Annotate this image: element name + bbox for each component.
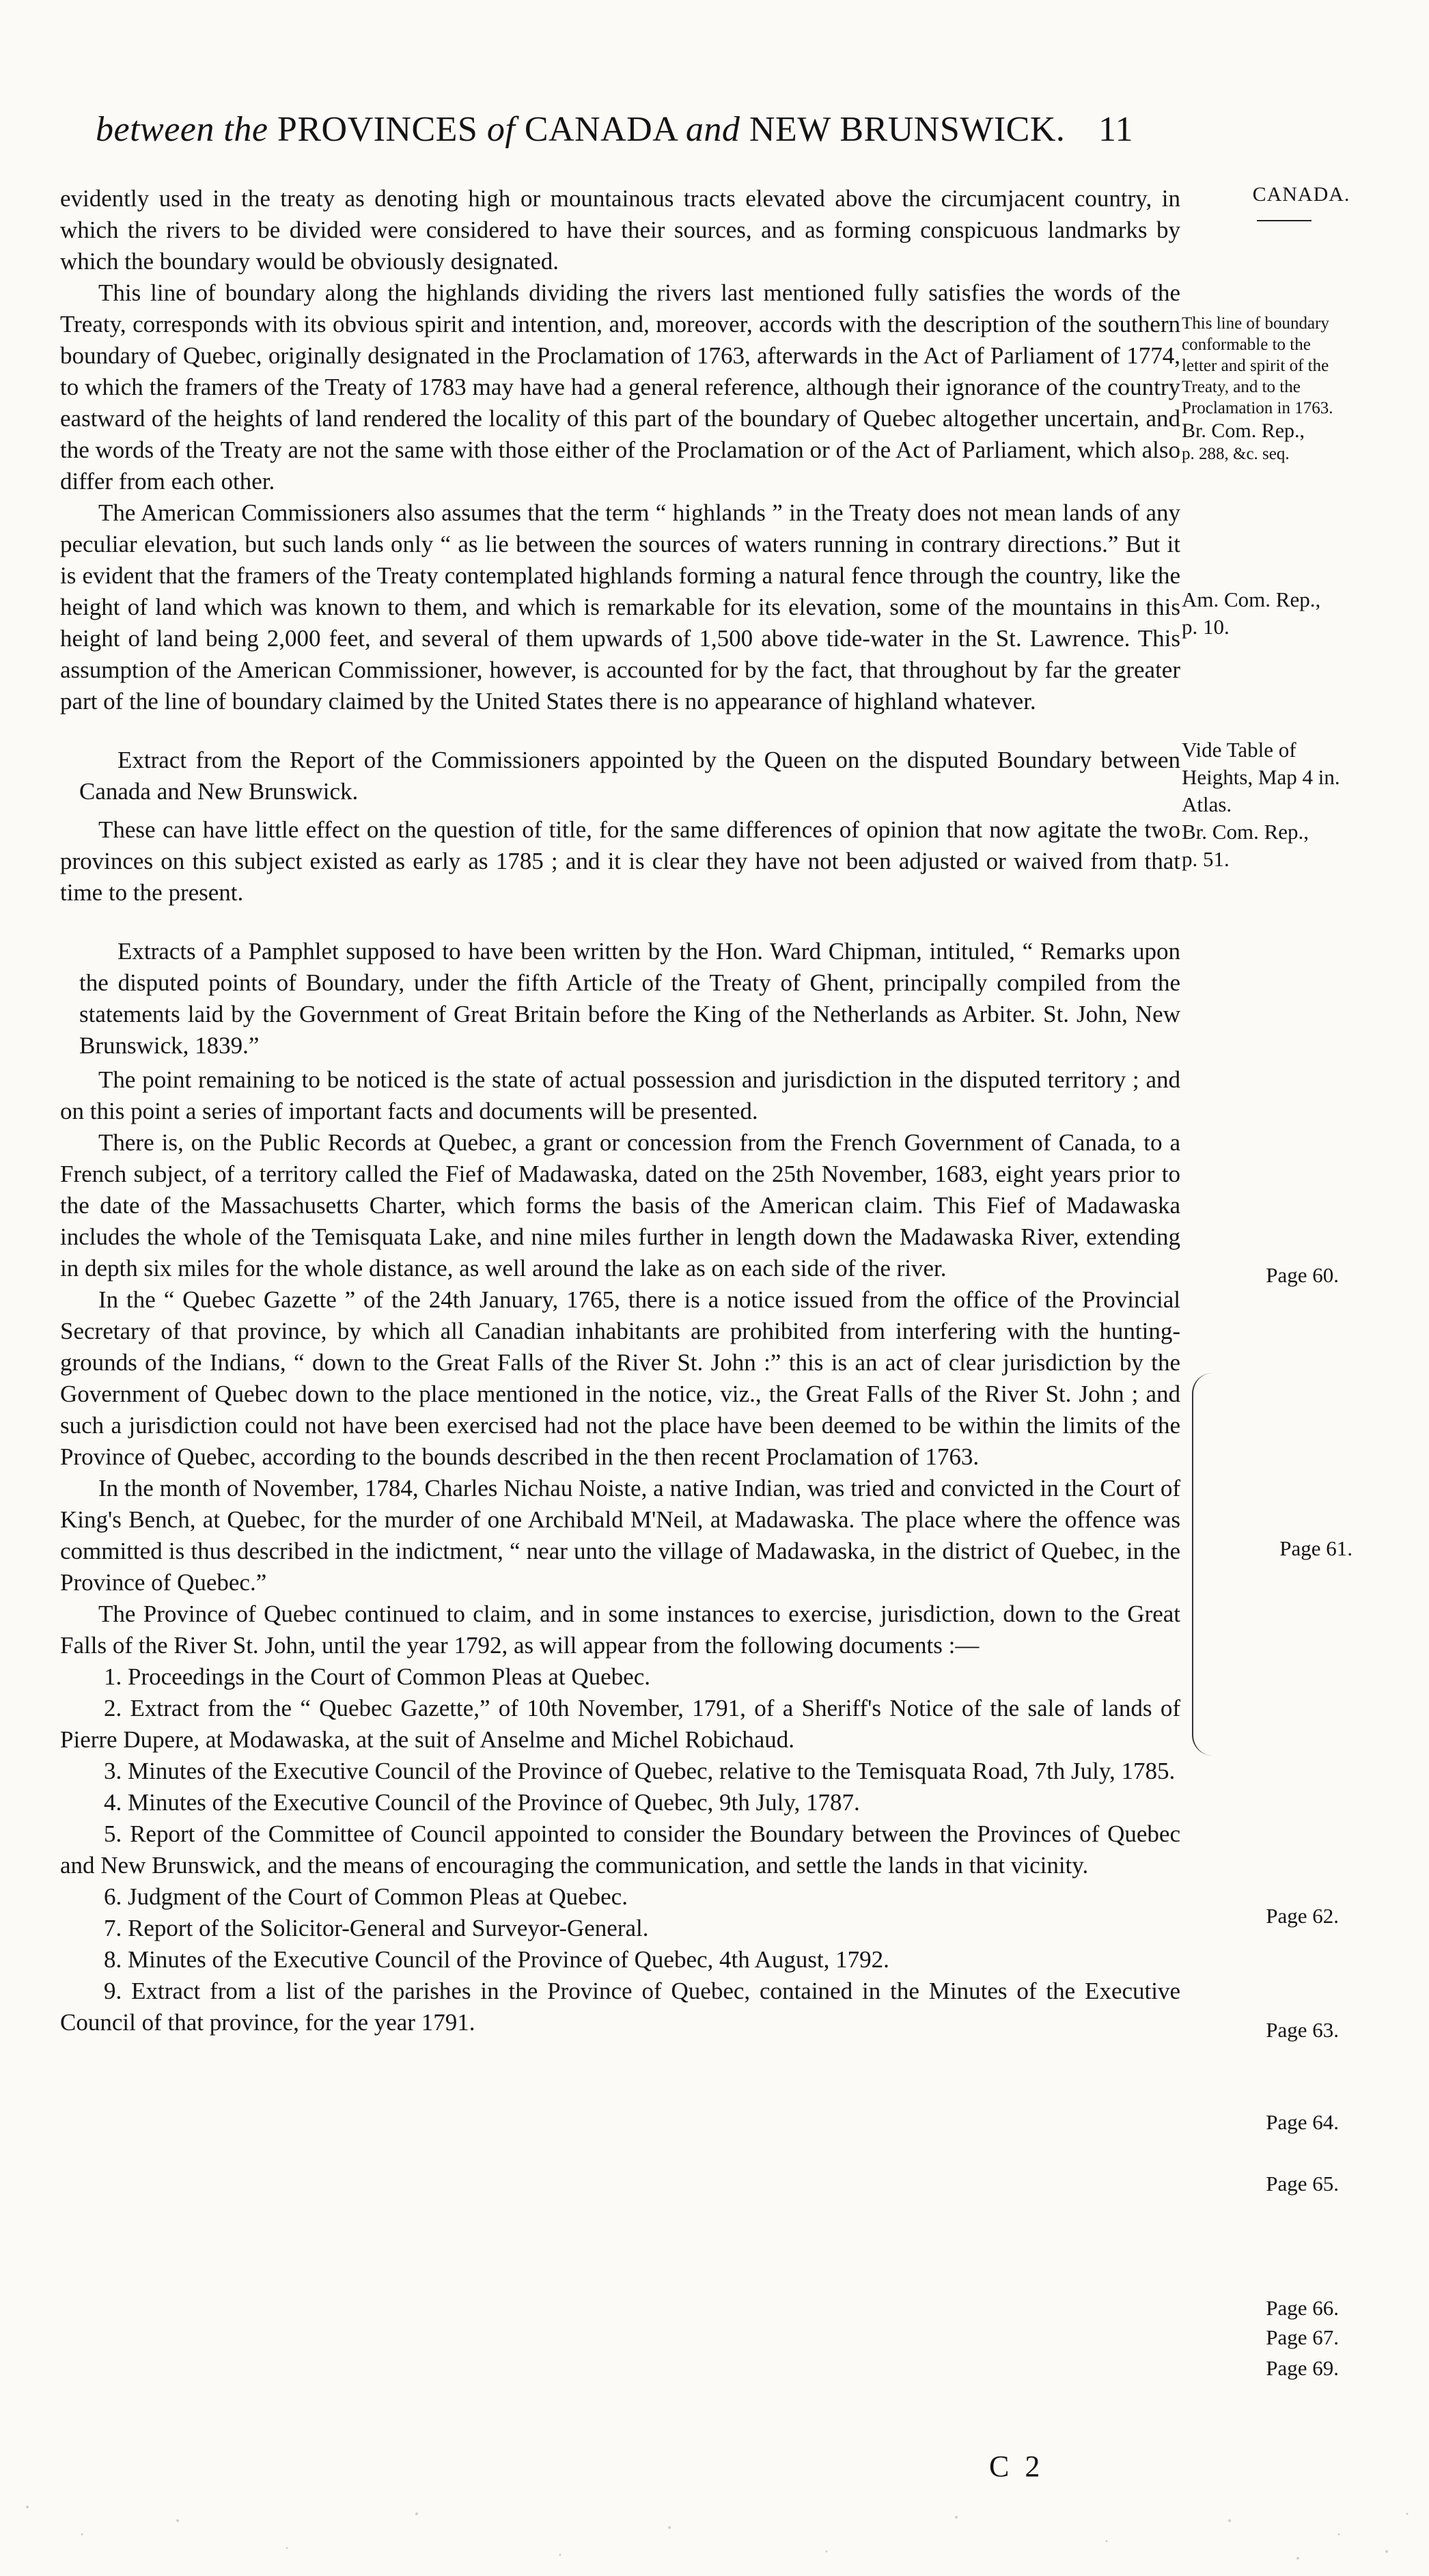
header-text-3: of	[486, 110, 516, 149]
header-text-2: PROVINCES	[277, 110, 478, 149]
margin-page-62: Page 62.	[1266, 1904, 1339, 1928]
paper-noise	[0, 2487, 1429, 2576]
spacer	[60, 807, 1180, 814]
margin-line: Heights, Map 4 in.	[1182, 765, 1340, 789]
header-text-1: between the	[96, 110, 268, 149]
main-text	[60, 183, 1180, 2038]
margin-line: p. 288, &c. seq.	[1182, 445, 1290, 463]
extract-heading: Extracts of a Pamphlet supposed to have been written by the Hon. Ward Chipman, intituled, “ Remarks upon the disputed points of Boundary, under the fifth Article of the Treaty of Ghent, principally compiled from the statements laid by the Government of Great Britain before the King of the Netherlands as Arbiter. St. John, New Brunswick, 1839.”	[79, 938, 1180, 1059]
list-item: 3. Minutes of the Executive Council of the Province of Quebec, relative to the Temisquata Road, 7th July, 1785.	[104, 1758, 1176, 1784]
margin-vide	[1182, 736, 1407, 873]
margin-am-com	[1182, 586, 1407, 641]
margin-page-65: Page 65.	[1266, 2172, 1339, 2196]
margin-line: Atlas.	[1182, 792, 1232, 816]
margin-page-66: Page 66.	[1266, 2296, 1339, 2320]
page-number: 11	[1098, 110, 1134, 149]
list-item: 7. Report of the Solicitor-General and Surveyor-General.	[104, 1915, 649, 1941]
extract-heading: Extract from the Report of the Commissioners appointed by the Queen on the disputed Boundary between Canada and New Brunswick.	[79, 747, 1180, 805]
header-text-5: and	[685, 110, 740, 149]
list-item: 9. Extract from a list of the parishes in the Province of Quebec, contained in the Minutes of the Executive Council of that province, for the year 1791.	[60, 1978, 1180, 2036]
paragraph: evidently used in the treaty as denoting high or mountainous tracts elevated above the circumjacent country, in which the rivers to be divided were considered to have their sources, and as forming conspicuous landmarks by which the boundary would be obviously designated.	[60, 185, 1180, 275]
paragraph: In the “ Quebec Gazette ” of the 24th January, 1765, there is a notice issued from the office of the Provincial Secretary of that province, by which all Canadian inhabitants are prohibited from interfering with the hunting-grounds of the Indians, “ down to the Great Falls of the River St. John :” this is an act of clear jurisdiction by the Government of Quebec down to the place mentioned in the notice, viz., the Great Falls of the River St. John ; and such a jurisdiction could not have been exercised had not the place have been deemed to be within the limits of the Province of Quebec, according to the bounds described in the then recent Proclamation of 1763.	[60, 1286, 1180, 1470]
header-text-4: CANADA	[524, 110, 677, 149]
list-item: 5. Report of the Committee of Council appointed to consider the Boundary between the Provinces of Quebec and New Brunswick, and the means of encouraging the communication, and settle the lands in that vicinity.	[60, 1820, 1180, 1879]
paragraph: There is, on the Public Records at Quebec, a grant or concession from the French Government of Canada, to a French subject, of a territory called the Fief of Madawaska, dated on the 25th November, 1683, eight years prior to the date of the Massachusetts Charter, which forms the basis of the American claim. This Fief of Madawaska includes the whole of the Temisquata Lake, and nine miles further in length down the Madawaska River, extending in depth six miles for the whole distance, as well around the lake as on each side of the river.	[60, 1129, 1180, 1282]
margin-page-60: Page 60.	[1266, 1263, 1339, 1287]
spacer	[60, 909, 1180, 936]
margin-boundary-note	[1182, 313, 1407, 465]
margin-rule	[1257, 220, 1312, 221]
paragraph: The American Commissioners also assumes that the term “ highlands ” in the Treaty does not mean lands of any peculiar elevation, but such lands only “ as lie between the sources of waters running in contrary directions.” But it is evident that the framers of the Treaty contemplated highlands forming a natural fence through the country, like the height of land which was known to them, and which is remarkable for its elevation, some of the mountains in this height of land being 2,000 feet, and several of them upwards of 1,500 above tide-water in the St. Lawrence. This assumption of the American Commissioner, however, is accounted for by the fact, that throughout by far the greater part of the line of boundary claimed by the United States there is no appearance of highland whatever.	[60, 499, 1180, 715]
margin-line: Proclamation in 1763.	[1182, 399, 1333, 417]
paragraph: In the month of November, 1784, Charles Nichau Noiste, a native Indian, was tried and convicted in the Court of King's Bench, at Quebec, for the murder of one Archibald M'Neil, at Madawaska. The place where the offence was committed is thus described in the indictment, “ near unto the village of Madawaska, in the district of Quebec, in the Province of Quebec.”	[60, 1475, 1180, 1596]
margin-page-63: Page 63.	[1266, 2018, 1339, 2042]
list-item: 6. Judgment of the Court of Common Pleas at Quebec.	[104, 1883, 628, 1910]
margin-line: letter and spirit of the	[1182, 357, 1329, 375]
spacer	[60, 717, 1180, 745]
running-header	[96, 109, 1175, 150]
margin-line: Vide Table of	[1182, 738, 1296, 762]
paragraph: The point remaining to be noticed is the state of actual possession and jurisdiction in the disputed territory ; and on this point a series of important facts and documents will be presented.	[60, 1066, 1180, 1124]
signature-mark: C 2	[989, 2450, 1044, 2483]
margin-brace	[1192, 1373, 1214, 1756]
margin-line: This line of boundary	[1182, 314, 1329, 333]
list-item: 1. Proceedings in the Court of Common Pleas at Quebec.	[104, 1663, 650, 1690]
margin-line: p. 10.	[1182, 615, 1230, 639]
margin-page-61: Page 61.	[1279, 1536, 1352, 1560]
margin-line: Treaty, and to the	[1182, 378, 1301, 396]
paragraph: The Province of Quebec continued to claim, and in some instances to exercise, jurisdiction, down to the Great Falls of the River St. John, until the year 1792, as will appear from the following documents :—	[60, 1601, 1180, 1659]
margin-line: conformable to the	[1182, 335, 1311, 354]
documents-list	[60, 1661, 1180, 2038]
margin-page-69: Page 69.	[1266, 2356, 1339, 2380]
paragraph: These can have little effect on the question of title, for the same differences of opinion that now agitate the two provinces on this subject existed as early as 1785 ; and it is clear they have not been adjusted or waived from that time to the present.	[60, 816, 1180, 906]
margin-line: p. 51.	[1182, 847, 1230, 871]
list-item: 4. Minutes of the Executive Council of the Province of Quebec, 9th July, 1787.	[104, 1789, 860, 1816]
margin-page-64: Page 64.	[1266, 2110, 1339, 2134]
margin-line: Br. Com. Rep.,	[1182, 419, 1305, 442]
list-item: 2. Extract from the “ Quebec Gazette,” of 10th November, 1791, of a Sheriff's Notice of the sale of lands of Pierre Dupere, at Modawaska, at the suit of Anselme and Michel Robichaud.	[60, 1695, 1180, 1753]
margin-line: Am. Com. Rep.,	[1182, 587, 1321, 611]
margin-canada: CANADA.	[1252, 183, 1350, 206]
header-text-6: NEW BRUNSWICK.	[749, 110, 1066, 149]
margin-page-67: Page 67.	[1266, 2325, 1339, 2349]
margin-line: Br. Com. Rep.,	[1182, 820, 1309, 844]
list-item: 8. Minutes of the Executive Council of the Province of Quebec, 4th August, 1792.	[104, 1946, 889, 1973]
paragraph: This line of boundary along the highlands dividing the rivers last mentioned fully satisfies the words of the Treaty, corresponds with its obvious spirit and intention, and, moreover, accords with the description of the southern boundary of Quebec, originally designated in the Proclamation of 1763, afterwards in the Act of Parliament of 1774, to which the framers of the Treaty of 1783 may have had a general reference, although their ignorance of the country eastward of the heights of land rendered the locality of this part of the boundary of Quebec altogether uncertain, and the words of the Treaty are not the same with those either of the Proclamation or of the Act of Parliament, which also differ from each other.	[60, 279, 1180, 495]
